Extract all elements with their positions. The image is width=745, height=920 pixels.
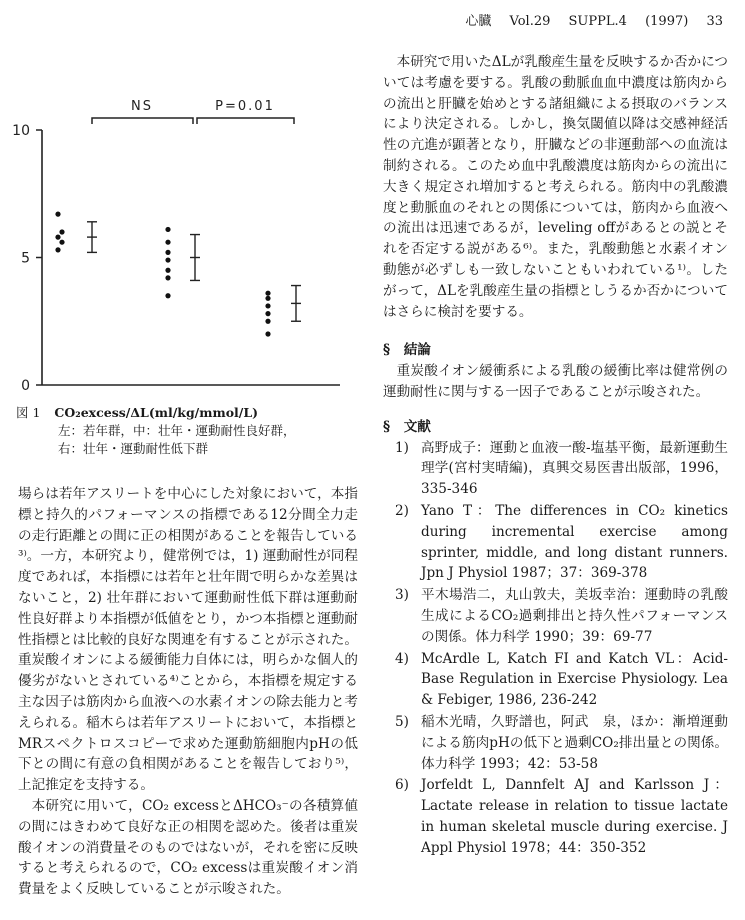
caption-line-2: 左：若年群，中：壮年・運動耐性良好群，: [58, 423, 296, 438]
right-column: [383, 52, 728, 859]
ns-bracket: [92, 118, 193, 124]
y-tick-label: 10: [12, 123, 30, 139]
y-tick-label: 5: [21, 250, 30, 267]
conclusion-text: 重炭酸イオン緩衝系による乳酸の緩衝比率は健常例の運動耐性に関与する一因子であることが示唆された。: [383, 363, 728, 400]
data-point: [165, 275, 170, 280]
page-number: 33: [706, 14, 723, 29]
data-point: [165, 268, 170, 273]
data-point: [59, 240, 64, 245]
data-point: [55, 247, 60, 252]
data-point: [55, 212, 60, 217]
left-paragraph-1: 場らは若年アスリートを中心にした対象において，本指標と持久的パフォーマンスの指標である12分間全力走の走行距離との間に正の相関があることを報告している³⁾。一方，本研究より，健常例では，1) 運動耐性が同程度であれば，本指標には若年と壮年間で明らかな差異はないこと，2) 壮年群において運動耐性低下群は運動耐性良好群より本指標が低値をとり，かつ本指標と運動耐性指標とは比較的良好な関連を有することが示された。重炭酸イオンによる緩衝能力自体には，明らかな個人的優劣がないとされている⁴⁾ことから，本指標を規定する主な因子は筋肉から血液への水素イオンの除去能力と考えられる。稲木らは若年アスリートにおいて，本指標とMRスペクトロスコピーで求めた運動筋細胞内pHの低下との間に有意の負相関があることを報告しており⁵⁾，上記推定を支持する。: [18, 486, 358, 794]
running-header: [451, 10, 723, 29]
data-point: [265, 311, 270, 316]
data-point: [165, 293, 170, 298]
right-paragraph-1: 本研究で用いたΔLが乳酸産生量を反映するか否かについては考慮を要する。乳酸の動脈血血中濃度は筋肉からの流出と肝臓を始めとする諸組織による摂取のバランスにより決定される。しかし，換気閾値以降は交感神経活性の亢進が顕著となり，肝臓などの非運動部への血流は制約される。このため血中乳酸濃度は筋肉からの流出に大きく規定され増加すると考えられる。筋肉中の乳酸濃度と動脈血のそれとの関係については，筋肉から血液への流出は迅速であるが，leveling offがあるとの説とそれを否定する説がある⁶⁾。また，乳酸動態と水素イオン動態が必ずしも一致しないこともいわれている¹⁾。したがって，ΔLを乳酸産生量の指標としうるか否かについてはさらに検討を要する。: [383, 54, 728, 320]
data-point: [265, 303, 270, 308]
reference-item: 1) 高野成子：運動と血液一酸-塩基平衡，最新運動生理学(宮村実晴編)，真興交易医書出版部，1996，335-346: [395, 439, 728, 498]
data-point: [265, 291, 270, 296]
y-tick-label: 0: [21, 378, 30, 394]
data-point: [55, 235, 60, 240]
references-heading: § 文献: [383, 418, 431, 435]
journal-name: 心臓: [465, 14, 492, 29]
left-paragraph-2: 本研究に用いて，CO₂ excessとΔHCO₃⁻の各積算値の間にはきわめて良好な正の相関を認めた。後者は重炭酸イオンの消費量そのものではないが，それを密に反映すると考えられるので，CO₂ excessは重炭酸イオン消費量をよく反映していることが示唆された。: [18, 797, 358, 898]
reference-item: 2) Yano T：The differences in CO₂ kinetics during incremental exercise among sprinter, middle, and long distant runners. Jpn J Physiol 1987；37：369-378: [395, 502, 728, 582]
caption-label: 図 1: [16, 405, 41, 420]
data-point: [165, 257, 170, 262]
caption-line-3: 右：壮年・運動耐性低下群: [58, 441, 209, 456]
journal-supplement: SUPPL.4: [568, 14, 627, 29]
data-point: [265, 331, 270, 336]
data-point: [59, 229, 64, 234]
reference-item: 4) McArdle L, Katch FI and Katch VL：Acid-Base Regulation in Exercise Physiology. Lea & Febiger, 1986, 236-242: [395, 650, 728, 709]
figure-caption: [16, 404, 366, 458]
journal-year: (1997): [645, 14, 689, 29]
caption-title: CO₂excess/ΔL(ml/kg/mmol/L): [54, 405, 259, 420]
data-point: [165, 227, 170, 232]
significance-label: NS: [131, 99, 153, 114]
data-point: [265, 296, 270, 301]
references-list: [383, 438, 728, 859]
reference-item: 6) Jorfeldt L, Dannfelt AJ and Karlsson J：Lactate release in relation to tissue lactate in human skeletal muscle during exercise. J Appl Physiol 1978；44：350-352: [395, 777, 728, 856]
reference-item: 5) 稲木光晴，久野譜也，阿武 泉，ほか：漸増運動による筋肉pHの低下と過剰CO₂排出量との関係。体力科学 1993；42：53-58: [395, 713, 728, 772]
journal-volume: Vol.29: [509, 14, 551, 29]
reference-item: 3) 平木場浩二，丸山敦夫，美坂幸治：運動時の乳酸生成によるCO₂過剰排出と持久性パフォーマンスの関係。体力科学 1990；39：69-77: [395, 587, 728, 645]
left-column: [18, 484, 358, 900]
data-point: [165, 240, 170, 245]
data-point: [265, 319, 270, 324]
figure-1-chart: [0, 80, 360, 400]
p-value-bracket: [197, 118, 294, 124]
significance-label: P=0.01: [215, 99, 275, 114]
conclusion-heading: § 結論: [383, 342, 431, 359]
data-point: [165, 250, 170, 255]
